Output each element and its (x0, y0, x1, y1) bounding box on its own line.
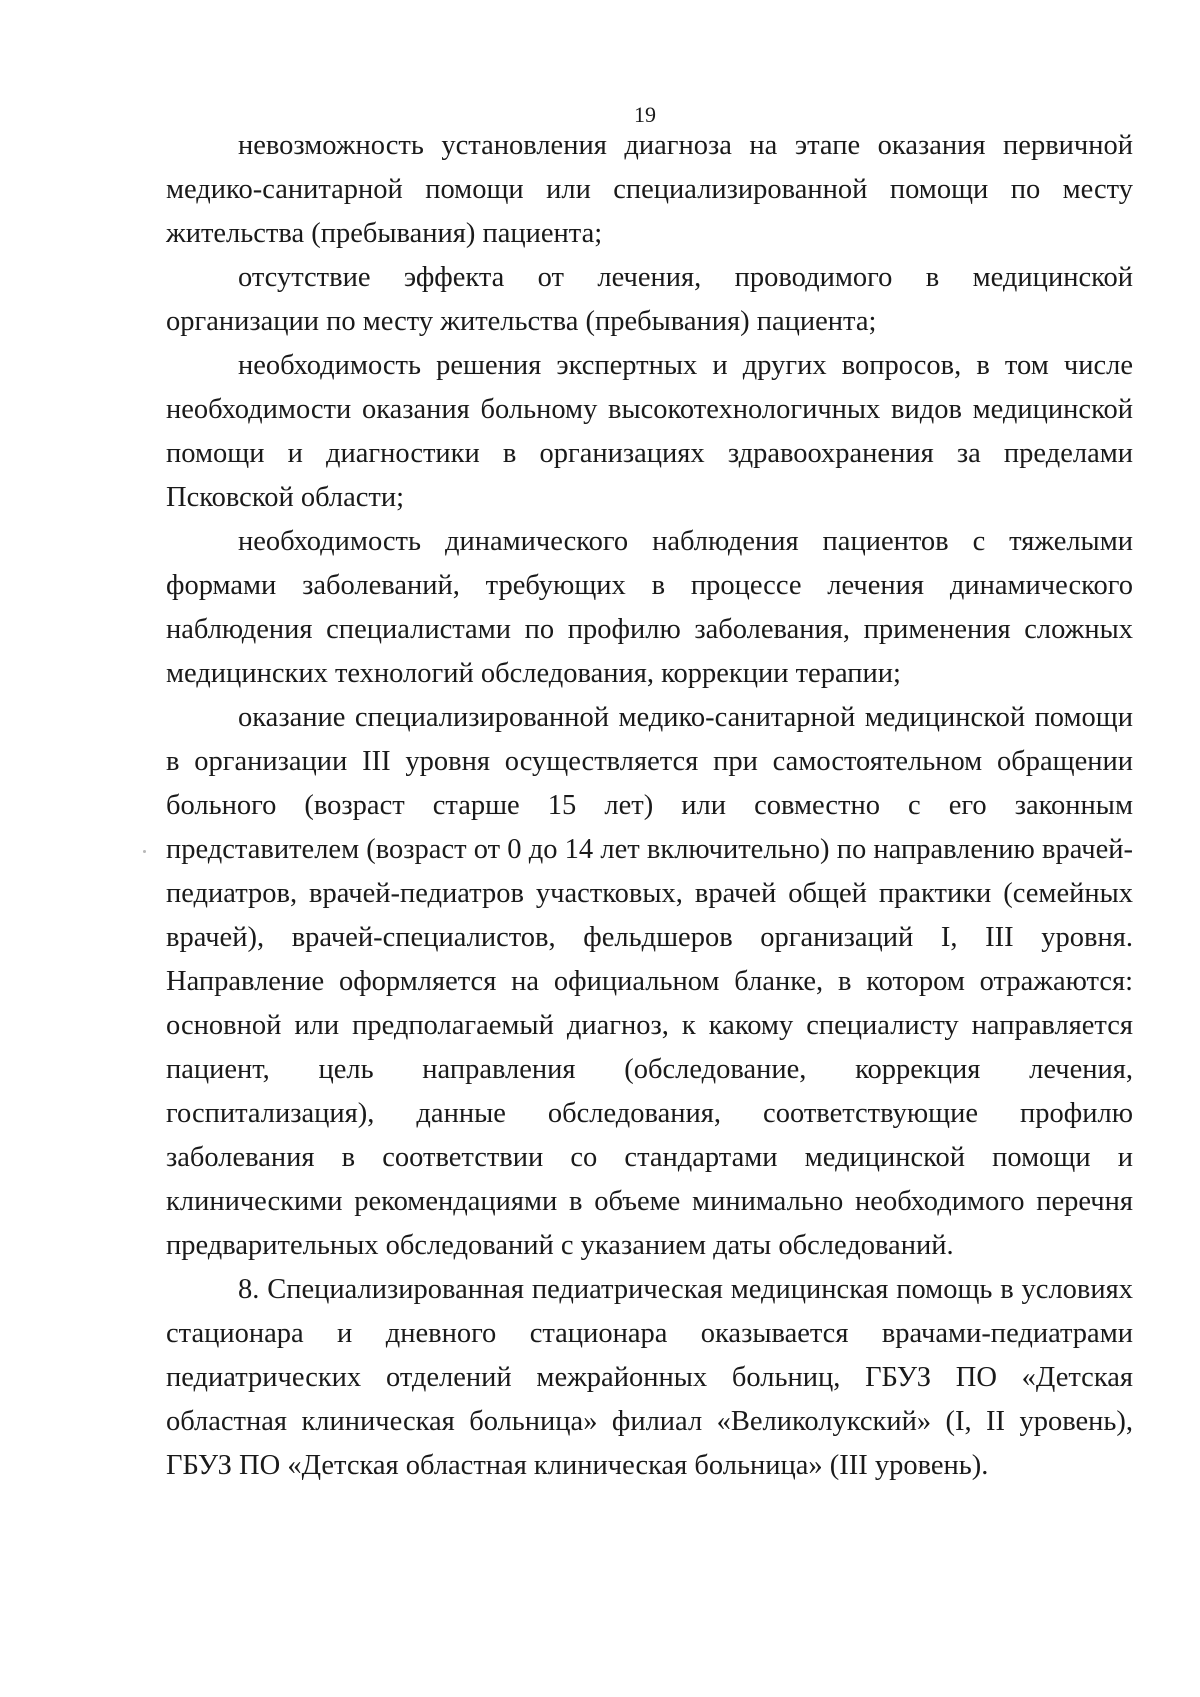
document-body (166, 124, 1133, 1488)
paragraph-no-treatment-effect: отсутствие эффекта от лечения, проводимого в медицинской организации по месту жительства (пребывания) пациента; (166, 262, 1133, 337)
paragraph-dynamic-observation: необходимость динамического наблюдения пациентов с тяжелыми формами заболеваний, требующих в процессе лечения динамического наблюдения специалистами по профилю заболевания, применения сложных медицинских технологий обследования, коррекции терапии; (166, 526, 1133, 689)
paragraph-level-three-care: оказание специализированной медико-санитарной медицинской помощи в организации III уровня осуществляется при самостоятельном обращении больного (возраст старше 15 лет) или совместно с его законным представителем (возраст от 0 до 14 лет включительно) по направлению врачей-педиатров, врачей-педиатров участковых, врачей общей практики (семейных врачей), врачей-специалистов, фельдшеров организаций I, III уровня. Направление оформляется на официальном бланке, в котором отражаются: основной или предполагаемый диагноз, к какому специалисту направляется пациент, цель направления (обследование, коррекция лечения, госпитализация), данные обследования, соответствующие профилю заболевания в соответствии со стандартами медицинской помощи и клиническими рекомендациями в объеме минимально необходимого перечня предварительных обследований с указанием даты обследований. (166, 702, 1133, 1261)
scan-mark (143, 850, 146, 853)
page-number: 19 (634, 102, 656, 127)
paragraph-expert-questions: необходимость решения экспертных и других вопросов, в том числе необходимости оказания больному высокотехнологичных видов медицинской помощи и диагностики в организациях здравоохранения за пределами Псковской области; (166, 350, 1133, 513)
paragraph-section-8: 8. Специализированная педиатрическая медицинская помощь в условиях стационара и дневного стационара оказывается врачами-педиатрами педиатрических отделений межрайонных больниц, ГБУЗ ПО «Детская областная клиническая больница» филиал «Великолукский» (I, II уровень), ГБУЗ ПО «Детская областная клиническая больница» (III уровень). (166, 1274, 1133, 1481)
paragraph-diagnosis-impossible: невозможность установления диагноза на этапе оказания первичной медико-санитарной помощи или специализированной помощи по месту жительства (пребывания) пациента; (166, 130, 1133, 249)
